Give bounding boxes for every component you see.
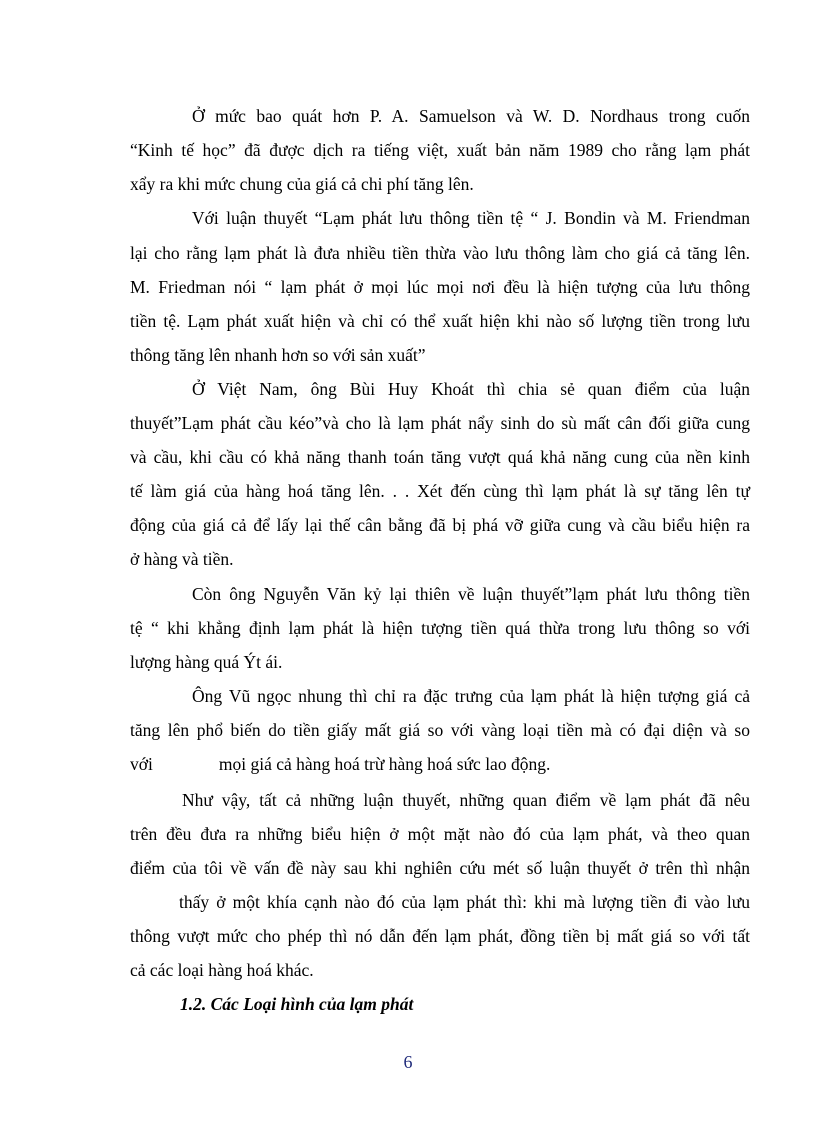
p3-line4: tế làm giá của hàng hoá tăng lên. . . Xét đến cùng thì lạm phát là sự tăng lên tự — [130, 481, 750, 501]
p6-line3: điểm của tôi về vấn đề này sau khi nghiên cứu mét số luận thuyết ở trên thì nhận — [130, 858, 750, 878]
p6-line4: thấy ở một khía cạnh nào đó của lạm phát thì: khi mà lượng tiền đi vào lưu — [179, 892, 750, 912]
p5-line1: Ông Vũ ngọc nhung thì chỉ ra đặc trưng của lạm phát là hiện tượng giá cả — [192, 686, 750, 706]
p1-line2: “Kinh tế học” đã được dịch ra tiếng việt, xuất bản năm 1989 cho rằng lạm phát — [130, 140, 750, 160]
p6-line6: cả các loại hàng hoá khác. — [130, 960, 314, 980]
p2-line4: tiền tệ. Lạm phát xuất hiện và chỉ có thể xuất hiện khi nào số lượng tiền trong lưu — [130, 311, 750, 331]
p6-line1: Như vậy, tất cả những luận thuyết, những quan điểm về lạm phát đã nêu — [182, 790, 750, 810]
p5-line3-start: với — [130, 754, 153, 774]
section-heading: 1.2. Các Loại hình của lạm phát — [180, 994, 414, 1014]
p2-line3: M. Friedman nói “ lạm phát ở mọi lúc mọi nơi đều là hiện tượng của lưu thông — [130, 277, 750, 297]
p1-line1: Ở mức bao quát hơn P. A. Samuelson và W. D. Nordhaus trong cuốn — [192, 106, 750, 126]
p2-line2: lại cho rằng lạm phát là đưa nhiều tiền thừa vào lưu thông làm cho giá cả tăng lên. — [130, 243, 750, 263]
page-number: 6 — [403, 1052, 413, 1072]
p3-line6: ở hàng và tiền. — [130, 549, 234, 569]
p4-line3: lượng hàng quá Ýt ái. — [130, 652, 283, 672]
p6-line5: thông vượt mức cho phép thì nó dẫn đến lạm phát, đồng tiền bị mất giá so với tất — [130, 926, 750, 946]
p5-line2: tăng lên phổ biến do tiền giấy mất giá so với vàng loại tiền mà có đại diện và so — [130, 720, 750, 740]
p3-line5: động của giá cả để lấy lại thế cân bằng đã bị phá vỡ giữa cung và cầu biểu hiện ra — [130, 515, 750, 535]
p4-line1: Còn ông Nguyễn Văn kỷ lại thiên về luận thuyết”lạm phát lưu thông tiền — [192, 584, 750, 604]
p1-line3: xẩy ra khi mức chung của giá cả chi phí tăng lên. — [130, 174, 474, 194]
p5-line3 — [130, 753, 750, 775]
p3-line1: Ở Việt Nam, ông Bùi Huy Khoát thì chia sẻ quan điểm của luận — [192, 379, 750, 399]
p2-line1: Với luận thuyết “Lạm phát lưu thông tiền tệ “ J. Bondin và M. Friendman — [192, 208, 750, 228]
p5-line3-rest: mọi giá cả hàng hoá trừ hàng hoá sức lao động. — [218, 754, 551, 774]
p4-line2: tệ “ khi khẳng định lạm phát là hiện tượng tiền quá thừa trong lưu thông so với — [130, 618, 750, 638]
p6-line2: trên đều đưa ra những biểu hiện ở một mặt nào đó của lạm phát, và theo quan — [130, 824, 750, 844]
p2-line5: thông tăng lên nhanh hơn so với sản xuất” — [130, 345, 426, 365]
p3-line2: thuyết”Lạm phát cầu kéo”và cho là lạm phát nẩy sinh do sù mất cân đối giữa cung — [130, 413, 750, 433]
p3-line3: và cầu, khi cầu có khả năng thanh toán tăng vượt quá khả năng cung của nền kinh — [130, 447, 750, 467]
